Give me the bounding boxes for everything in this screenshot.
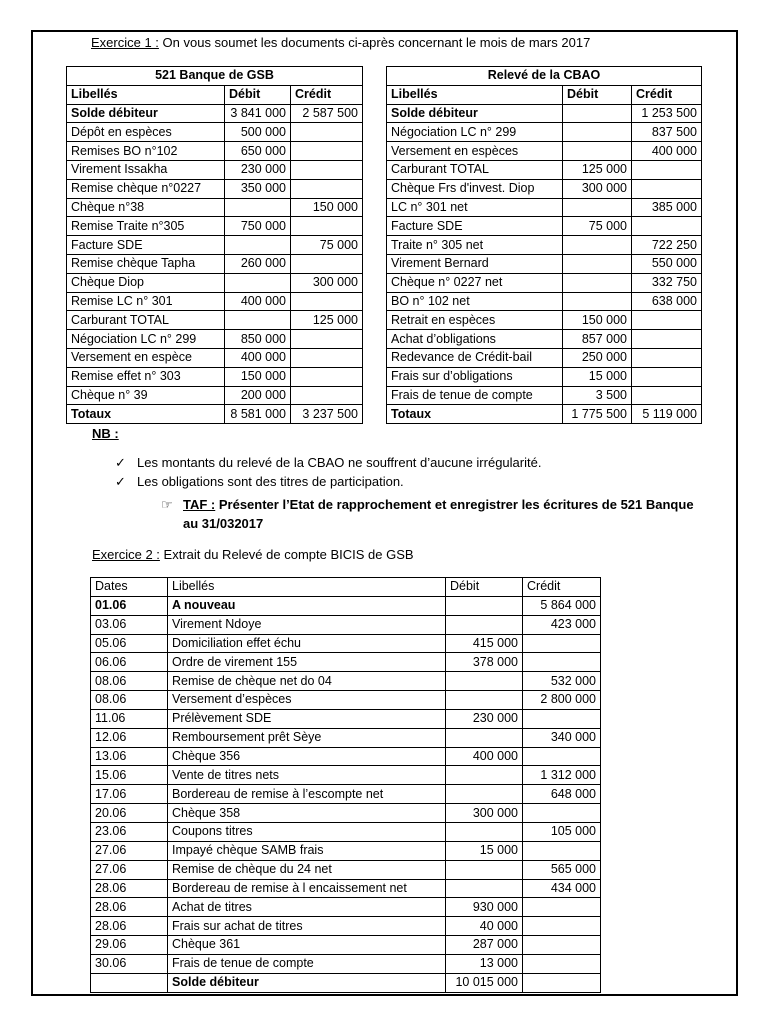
table-cell: Versement en espèces — [387, 142, 563, 161]
table-cell — [523, 634, 601, 653]
table-cell: Frais de tenue de compte — [168, 954, 446, 973]
table-row — [67, 330, 363, 349]
table-cell — [563, 273, 632, 292]
table-row — [387, 254, 702, 273]
table-row — [91, 596, 601, 615]
nb-item-text: Les montants du relevé de la CBAO ne souffrent d’aucune irrégularité. — [137, 455, 542, 470]
table-cell: 40 000 — [446, 917, 523, 936]
table-row — [67, 348, 363, 367]
table-cell — [291, 367, 363, 386]
table-cell: 415 000 — [446, 634, 523, 653]
column-header: Débit — [446, 578, 523, 597]
exercise1-heading — [91, 35, 590, 50]
table-cell: Bordereau de remise à l encaissement net — [168, 879, 446, 898]
table-cell: Chèque 361 — [168, 936, 446, 955]
table-cell — [632, 217, 702, 236]
table-cell — [563, 142, 632, 161]
table-cell — [291, 217, 363, 236]
column-header: Crédit — [523, 578, 601, 597]
table-cell: 20.06 — [91, 804, 168, 823]
table-row — [67, 236, 363, 255]
table-row — [91, 822, 601, 841]
table-cell — [563, 104, 632, 123]
table-cell: 1 312 000 — [523, 766, 601, 785]
exercise2-text: Extrait du Relevé de compte BICIS de GSB — [159, 547, 414, 562]
table-cell: 750 000 — [225, 217, 291, 236]
table-row — [91, 954, 601, 973]
table-cell: Chèque Diop — [67, 273, 225, 292]
check-icon: ✓ — [115, 455, 126, 470]
table-cell: 3 841 000 — [225, 104, 291, 123]
table-cell: 28.06 — [91, 898, 168, 917]
table-cell: Chèque n°38 — [67, 198, 225, 217]
table-cell: Facture SDE — [67, 236, 225, 255]
table-row — [91, 841, 601, 860]
nb-item — [115, 474, 404, 490]
table-row — [387, 160, 702, 179]
table-cell: Négociation LC n° 299 — [387, 123, 563, 142]
table-row — [67, 142, 363, 161]
bank-statement-totals-row — [387, 405, 702, 424]
table-cell — [225, 311, 291, 330]
table-cell — [291, 160, 363, 179]
table-cell: 423 000 — [523, 615, 601, 634]
table-cell: Virement Issakha — [67, 160, 225, 179]
table-cell: Chèque n° 0227 net — [387, 273, 563, 292]
table-cell: 06.06 — [91, 653, 168, 672]
table-cell — [291, 386, 363, 405]
table-cell: 300 000 — [446, 804, 523, 823]
table-cell: 08.06 — [91, 672, 168, 691]
table-cell: 3 500 — [563, 386, 632, 405]
table-cell: 332 750 — [632, 273, 702, 292]
table-cell: 2 800 000 — [523, 691, 601, 710]
table-cell: 500 000 — [225, 123, 291, 142]
table-cell: LC n° 301 net — [387, 198, 563, 217]
bank-book-table — [66, 66, 363, 424]
table-cell: 650 000 — [225, 142, 291, 161]
bank-statement-rows — [387, 104, 702, 405]
column-header: Crédit — [291, 85, 363, 104]
table-cell: 12.06 — [91, 728, 168, 747]
table-row — [67, 254, 363, 273]
table-cell — [632, 386, 702, 405]
table-row — [387, 142, 702, 161]
bank-book-totals-row — [67, 405, 363, 424]
table-row — [67, 311, 363, 330]
table-cell — [291, 142, 363, 161]
table-cell: 29.06 — [91, 936, 168, 955]
table-row — [91, 653, 601, 672]
table-cell — [523, 709, 601, 728]
table-row — [387, 348, 702, 367]
table-cell: Coupons titres — [168, 822, 446, 841]
table-cell — [632, 367, 702, 386]
taf-line2: au 31/032017 — [183, 516, 264, 531]
table-row — [67, 123, 363, 142]
table-cell: 125 000 — [563, 160, 632, 179]
table-row — [91, 917, 601, 936]
table-cell — [563, 123, 632, 142]
table-cell: 11.06 — [91, 709, 168, 728]
exercise1-text: On vous soumet les documents ci-après concernant le mois de mars 2017 — [158, 35, 591, 50]
table-cell: Virement Bernard — [387, 254, 563, 273]
table-cell: 13 000 — [446, 954, 523, 973]
table-cell: Domiciliation effet échu — [168, 634, 446, 653]
table-cell — [632, 179, 702, 198]
table-row — [91, 879, 601, 898]
table-cell — [225, 273, 291, 292]
column-header: Crédit — [632, 85, 702, 104]
table-cell: A nouveau — [168, 596, 446, 615]
table-cell: 400 000 — [225, 348, 291, 367]
table-row — [67, 217, 363, 236]
table-cell: 260 000 — [225, 254, 291, 273]
table-cell: 105 000 — [523, 822, 601, 841]
table-cell: 08.06 — [91, 691, 168, 710]
table-row — [91, 860, 601, 879]
table-cell — [523, 841, 601, 860]
table-cell: 638 000 — [632, 292, 702, 311]
table-cell: BO n° 102 net — [387, 292, 563, 311]
table-cell: Chèque Frs d'invest. Diop — [387, 179, 563, 198]
column-header: Dates — [91, 578, 168, 597]
table-cell — [291, 179, 363, 198]
table-cell — [291, 123, 363, 142]
taf-label: TAF : — [183, 497, 216, 512]
table-cell: Impayé chèque SAMB frais — [168, 841, 446, 860]
table-cell: 1 253 500 — [632, 104, 702, 123]
table-cell: Vente de titres nets — [168, 766, 446, 785]
table-cell: Dépôt en espèces — [67, 123, 225, 142]
table-cell: 565 000 — [523, 860, 601, 879]
table-cell — [225, 198, 291, 217]
table-row — [91, 672, 601, 691]
nb-label: NB : — [92, 426, 119, 441]
table-cell — [446, 766, 523, 785]
table-row — [67, 273, 363, 292]
table-cell: Redevance de Crédit-bail — [387, 348, 563, 367]
table-cell: Remise chèque Tapha — [67, 254, 225, 273]
table-cell: 350 000 — [225, 179, 291, 198]
table-cell: Retrait en espèces — [387, 311, 563, 330]
table-cell: Carburant TOTAL — [67, 311, 225, 330]
table-row — [67, 179, 363, 198]
table-row — [67, 198, 363, 217]
table-row — [387, 292, 702, 311]
table-cell — [632, 311, 702, 330]
exercise2-label: Exercice 2 : — [92, 547, 160, 562]
table-cell: 75 000 — [291, 236, 363, 255]
table-cell: 23.06 — [91, 822, 168, 841]
table-cell: 722 250 — [632, 236, 702, 255]
table-cell: 15 000 — [563, 367, 632, 386]
table-cell: 400 000 — [446, 747, 523, 766]
bicis-statement-table — [90, 577, 601, 993]
table-row — [387, 330, 702, 349]
nb-item-text: Les obligations sont des titres de participation. — [137, 474, 404, 489]
table-cell: Remise de chèque net do 04 — [168, 672, 446, 691]
table-cell: 28.06 — [91, 917, 168, 936]
table-cell: Prélèvement SDE — [168, 709, 446, 728]
table-row — [91, 634, 601, 653]
table-cell: 550 000 — [632, 254, 702, 273]
bank-statement-title: Relevé de la CBAO — [387, 67, 702, 86]
table-cell — [523, 898, 601, 917]
bank-book-title: 521 Banque de GSB — [67, 67, 363, 86]
table-cell: Traite n° 305 net — [387, 236, 563, 255]
table-row — [91, 709, 601, 728]
table-row — [387, 198, 702, 217]
table-cell: 250 000 — [563, 348, 632, 367]
table-row — [387, 236, 702, 255]
table-cell: 230 000 — [446, 709, 523, 728]
table-cell: 150 000 — [225, 367, 291, 386]
table-row — [91, 691, 601, 710]
table-cell: Carburant TOTAL — [387, 160, 563, 179]
table-cell: Négociation LC n° 299 — [67, 330, 225, 349]
table-cell: 857 000 — [563, 330, 632, 349]
totals-label: Totaux — [67, 405, 225, 424]
table-cell — [523, 804, 601, 823]
totals-debit: 8 581 000 — [225, 405, 291, 424]
totals-debit: 1 775 500 — [563, 405, 632, 424]
table-cell: Chèque 358 — [168, 804, 446, 823]
table-cell: 400 000 — [225, 292, 291, 311]
table-cell — [523, 917, 601, 936]
table-cell — [291, 348, 363, 367]
exercise1-label: Exercice 1 : — [91, 35, 159, 50]
taf-instruction — [161, 495, 694, 533]
table-row — [67, 386, 363, 405]
column-header: Débit — [225, 85, 291, 104]
table-cell: Remise Traite n°305 — [67, 217, 225, 236]
table-cell — [632, 160, 702, 179]
table-cell: Versement d’espèces — [168, 691, 446, 710]
table-row — [67, 160, 363, 179]
table-cell — [225, 236, 291, 255]
table-cell: 340 000 — [523, 728, 601, 747]
table-row — [91, 898, 601, 917]
column-header: Libellés — [168, 578, 446, 597]
table-cell: Achat de titres — [168, 898, 446, 917]
table-cell: Remboursement prêt Sèye — [168, 728, 446, 747]
table-cell — [523, 954, 601, 973]
final-date — [91, 973, 168, 992]
table-cell: 30.06 — [91, 954, 168, 973]
table-row — [387, 104, 702, 123]
table-row — [387, 311, 702, 330]
table-cell — [563, 254, 632, 273]
final-credit — [523, 973, 601, 992]
table-cell: 385 000 — [632, 198, 702, 217]
table-cell: 27.06 — [91, 860, 168, 879]
table-cell — [446, 879, 523, 898]
table-cell: 17.06 — [91, 785, 168, 804]
table-cell: 230 000 — [225, 160, 291, 179]
table-cell — [446, 615, 523, 634]
table-cell: 2 587 500 — [291, 104, 363, 123]
table-cell: 648 000 — [523, 785, 601, 804]
table-cell: Versement en espèce — [67, 348, 225, 367]
table-cell: 400 000 — [632, 142, 702, 161]
table-cell: 75 000 — [563, 217, 632, 236]
table-row — [387, 217, 702, 236]
table-cell: 125 000 — [291, 311, 363, 330]
table-row — [387, 386, 702, 405]
table-cell: 850 000 — [225, 330, 291, 349]
table-cell: Chèque 356 — [168, 747, 446, 766]
table-cell: Frais sur achat de titres — [168, 917, 446, 936]
table-cell: 300 000 — [291, 273, 363, 292]
table-cell: 378 000 — [446, 653, 523, 672]
taf-line1: Présenter l’Etat de rapprochement et enregistrer les écritures de 521 Banque — [215, 497, 694, 512]
nb-item — [115, 455, 541, 471]
table-row — [91, 747, 601, 766]
table-row — [67, 367, 363, 386]
table-cell — [563, 236, 632, 255]
table-row — [67, 104, 363, 123]
table-row — [91, 728, 601, 747]
table-cell — [446, 822, 523, 841]
table-cell: Solde débiteur — [67, 104, 225, 123]
table-cell: Chèque n° 39 — [67, 386, 225, 405]
table-cell: 01.06 — [91, 596, 168, 615]
table-cell — [446, 860, 523, 879]
table-cell — [291, 292, 363, 311]
check-icon: ✓ — [115, 474, 126, 489]
table-cell — [632, 348, 702, 367]
final-debit: 10 015 000 — [446, 973, 523, 992]
table-cell: 03.06 — [91, 615, 168, 634]
table-cell: Achat d’obligations — [387, 330, 563, 349]
table-cell: 930 000 — [446, 898, 523, 917]
table-cell: Remise LC n° 301 — [67, 292, 225, 311]
bank-statement-table — [386, 66, 702, 424]
table-cell — [563, 198, 632, 217]
table-cell: Remise effet n° 303 — [67, 367, 225, 386]
table-row — [91, 785, 601, 804]
table-cell: Bordereau de remise à l’escompte net — [168, 785, 446, 804]
table-row — [91, 766, 601, 785]
table-cell: 28.06 — [91, 879, 168, 898]
table-cell — [523, 747, 601, 766]
table-cell — [446, 672, 523, 691]
table-cell: 150 000 — [291, 198, 363, 217]
table-cell — [446, 691, 523, 710]
table-cell: Remise de chèque du 24 net — [168, 860, 446, 879]
table-cell: 13.06 — [91, 747, 168, 766]
table-cell: 300 000 — [563, 179, 632, 198]
final-label: Solde débiteur — [168, 973, 446, 992]
column-header: Libellés — [387, 85, 563, 104]
table-cell: 15.06 — [91, 766, 168, 785]
table-cell: 5 864 000 — [523, 596, 601, 615]
table-cell: Remise chèque n°0227 — [67, 179, 225, 198]
table-cell — [446, 785, 523, 804]
table-row — [387, 179, 702, 198]
column-header: Libellés — [67, 85, 225, 104]
table-cell: Facture SDE — [387, 217, 563, 236]
table-cell: 532 000 — [523, 672, 601, 691]
table-row — [67, 292, 363, 311]
table-cell: 837 500 — [632, 123, 702, 142]
table-cell: 15 000 — [446, 841, 523, 860]
table-cell — [523, 653, 601, 672]
table-cell: Remises BO n°102 — [67, 142, 225, 161]
totals-label: Totaux — [387, 405, 563, 424]
table-cell: 27.06 — [91, 841, 168, 860]
table-cell — [291, 254, 363, 273]
table-cell: Frais sur d’obligations — [387, 367, 563, 386]
pointing-hand-icon: ☞ — [161, 497, 173, 512]
table-row — [91, 936, 601, 955]
table-cell: Frais de tenue de compte — [387, 386, 563, 405]
table-cell — [563, 292, 632, 311]
bank-book-rows — [67, 104, 363, 405]
totals-credit: 3 237 500 — [291, 405, 363, 424]
table-cell: 05.06 — [91, 634, 168, 653]
table-cell: Solde débiteur — [387, 104, 563, 123]
table-row — [387, 123, 702, 142]
table-cell: 287 000 — [446, 936, 523, 955]
table-cell — [446, 728, 523, 747]
table-row — [387, 367, 702, 386]
table-cell — [291, 330, 363, 349]
table-cell — [632, 330, 702, 349]
table-row — [387, 273, 702, 292]
table-cell: Virement Ndoye — [168, 615, 446, 634]
table-cell: 200 000 — [225, 386, 291, 405]
bicis-rows — [91, 596, 601, 973]
exercise2-heading — [92, 547, 414, 562]
table-row — [91, 804, 601, 823]
table-cell: 150 000 — [563, 311, 632, 330]
table-cell: 434 000 — [523, 879, 601, 898]
table-cell — [446, 596, 523, 615]
table-cell: Ordre de virement 155 — [168, 653, 446, 672]
column-header: Débit — [563, 85, 632, 104]
totals-credit: 5 119 000 — [632, 405, 702, 424]
bicis-final-row — [91, 973, 601, 992]
table-cell — [523, 936, 601, 955]
table-row — [91, 615, 601, 634]
